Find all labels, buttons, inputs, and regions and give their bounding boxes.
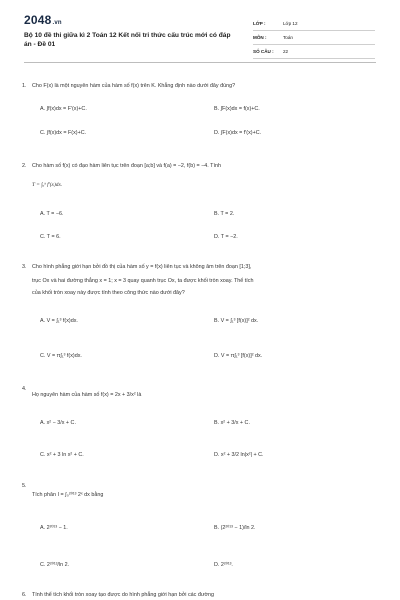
answer-option-c[interactable]: C. 2²⁰¹³/ln 2.: [40, 562, 70, 568]
question-number: 3.: [22, 264, 27, 270]
meta-row-subject: [253, 31, 375, 45]
answer-option-a[interactable]: A. 2²⁰¹³ − 1.: [40, 525, 68, 531]
answer-option-c[interactable]: C. x² + 3 ln x² + C.: [40, 452, 84, 458]
answer-option-b[interactable]: B. (2²⁰¹³ − 1)/ln 2.: [214, 525, 256, 531]
answer-option-d[interactable]: D. x² + 3/2 ln|x²| + C.: [214, 452, 264, 458]
meta-value: 22: [283, 49, 289, 54]
logo-text: 2048: [24, 13, 52, 27]
logo-suffix: .vn: [52, 20, 62, 26]
answer-option-b[interactable]: B. x² + 3/x + C.: [214, 420, 250, 426]
answer-option-a[interactable]: A. V = ∫₁³ f(x)dx.: [40, 318, 78, 324]
question-number: 2.: [22, 163, 27, 169]
answer-option-b[interactable]: B. V = ∫₁³ [f(x)]² dx.: [214, 318, 259, 324]
question-stem: Tính thể tích khối tròn xoay tạo được do hình phẳng giới hạn bởi các đường: [32, 592, 214, 598]
question-stem: Tích phân I = ∫₀²⁰¹³ 2ˣ dx bằng: [32, 492, 104, 498]
question-stem: Cho hàm số f(x) có đạo hàm liên tục trên đoạn [a;b] và f(a) = −2, f(b) = −4. Tính: [32, 163, 221, 169]
question-stem: Cho F(x) là một nguyên hàm của hàm số f(x) trên K. Khẳng định nào dưới đây đúng?: [32, 83, 236, 89]
header-divider: [24, 62, 376, 63]
answer-option-b[interactable]: B. ∫F(x)dx = f(x)+C.: [214, 106, 260, 112]
answer-option-d[interactable]: D. ∫F(x)dx = f′(x)+C.: [214, 130, 262, 136]
question-number: 6.: [22, 592, 27, 598]
question-number: 5.: [22, 483, 27, 489]
question-number: 1.: [22, 83, 27, 89]
answer-option-c[interactable]: C. T = 6.: [40, 234, 61, 240]
question-stem: Họ nguyên hàm của hàm số f(x) = 2x + 3/x² là: [32, 392, 142, 398]
question-stem-continued: trục Ox và hai đường thẳng x = 1; x = 3 quay quanh trục Ox, ta được khối tròn xoay. Thể tích: [32, 278, 254, 284]
answer-option-a[interactable]: A. x² − 3/x + C.: [40, 420, 76, 426]
meta-row-count: [253, 45, 375, 59]
question-number: 4.: [22, 386, 27, 392]
meta-value: Lớp 12: [283, 21, 298, 26]
question-stem-continued: của khối tròn xoay này được tính theo công thức nào dưới đây?: [32, 290, 185, 296]
answer-option-b[interactable]: B. T = 2.: [214, 211, 235, 217]
exam-meta-box: [253, 17, 375, 59]
document-title: Bộ 10 đề thi giữa kì 2 Toán 12 Kết nối tri thức cấu trúc mới có đáp án - Đề 01: [24, 32, 231, 48]
answer-option-d[interactable]: D. 2²⁰¹³.: [214, 562, 233, 568]
answer-option-c[interactable]: C. V = π∫₁³ f(x)dx.: [40, 353, 82, 359]
answer-option-a[interactable]: A. T = −6.: [40, 211, 64, 217]
question-formula: T = ∫ₐᵇ f′(x)dx.: [32, 182, 63, 188]
answer-option-a[interactable]: A. ∫f(x)dx = F′(x)+C.: [40, 106, 87, 112]
meta-row-class: [253, 17, 375, 31]
answer-option-d[interactable]: D. V = π∫₁³ [f(x)]² dx.: [214, 353, 263, 359]
meta-value: Toán: [283, 35, 293, 40]
answer-option-c[interactable]: C. ∫f(x)dx = F(x)+C.: [40, 130, 87, 136]
meta-key: SỐ CÂU :: [253, 49, 274, 54]
site-logo[interactable]: [24, 13, 62, 27]
question-stem: Cho hình phẳng giới hạn bởi đồ thị của hàm số y = f(x) liên tục và không âm trên đoạn [1;3],: [32, 264, 252, 270]
meta-key: MÔN :: [253, 35, 267, 40]
meta-key: LỚP :: [253, 21, 266, 26]
answer-option-d[interactable]: D. T = −2.: [214, 234, 238, 240]
